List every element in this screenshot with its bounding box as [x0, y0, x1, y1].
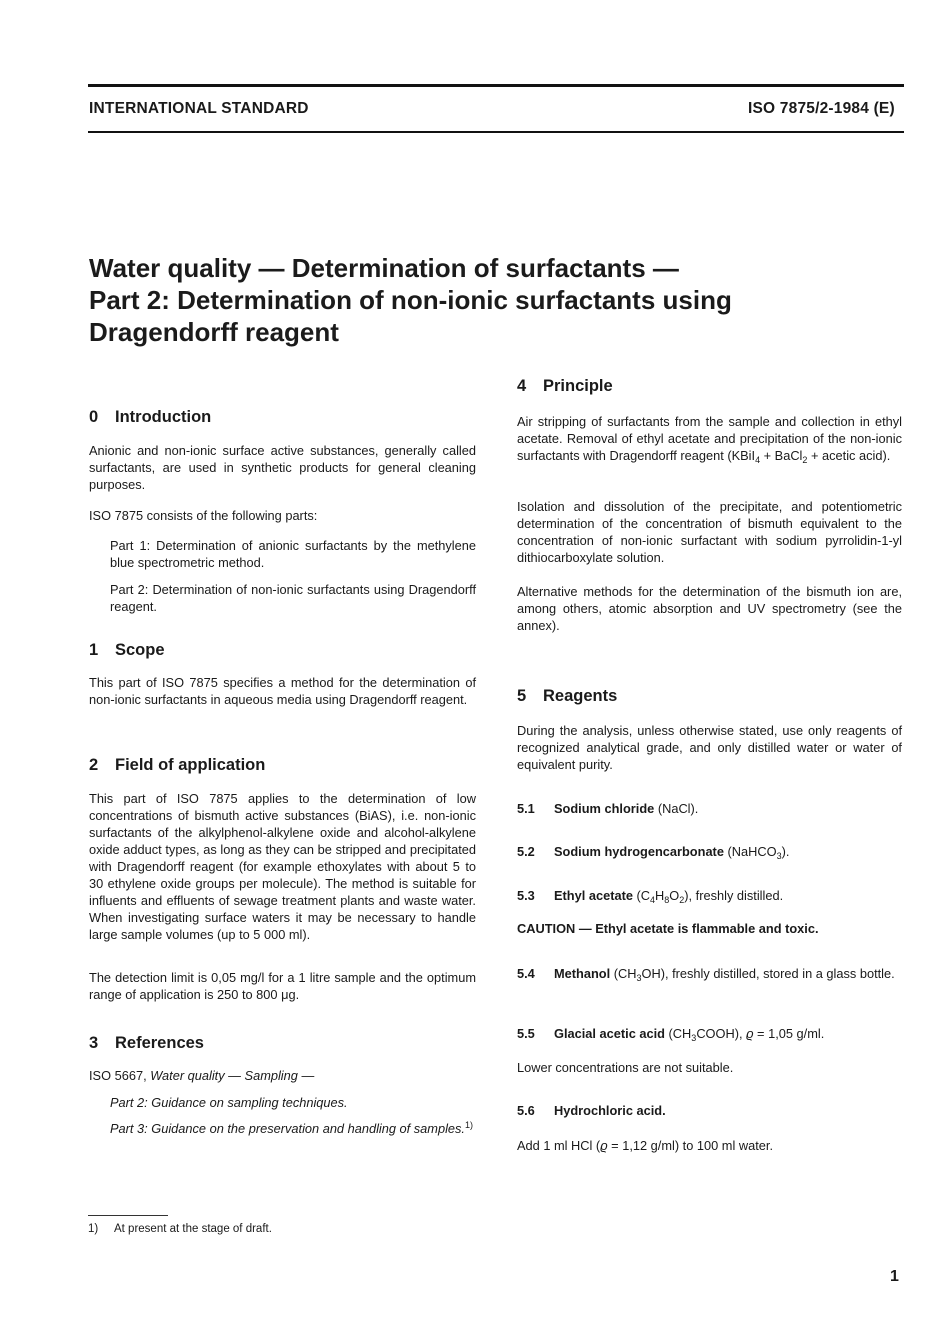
density-symbol: ϱ — [600, 1138, 608, 1153]
principle-text: + BaCl — [760, 448, 803, 463]
reagent-formula: ), freshly distilled. — [684, 888, 784, 903]
intro-part-2-item: Part 2: Determination of non-ionic surfactants using Dragendorff reagent. — [110, 582, 476, 614]
section-title: Reagents — [543, 687, 618, 705]
reagent-formula: (C — [632, 888, 651, 903]
footnote-text: At present at the stage of draft. — [114, 1223, 272, 1235]
principle-paragraph-2: Isolation and dissolution of the precipitate, and potentiometric determination of the concentration of bismuth equivalent to the concentration of non-ionic surfactant with sodium pyrrolidin-1-yl dithiocarboxylate solution. — [517, 499, 902, 565]
subscript: 2 — [802, 455, 808, 465]
title-line-2: Part 2: Determination of non-ionic surfactants using — [89, 285, 732, 315]
reagent-name: Sodium hydrogencarbonate — [554, 844, 724, 859]
reference-part-3-text: Part 3: Guidance on the preservation and handling of samples. — [110, 1121, 465, 1136]
reagents-paragraph: During the analysis, unless otherwise stated, use only reagents of recognized analytical grade, and only distilled water or water of equivalent purity. — [517, 723, 902, 772]
section-title: Principle — [543, 377, 613, 395]
principle-text: Air stripping of surfactants from the sample and collection in ethyl acetate. Removal of ethyl acetate and precipitation of the non-ionic surfactants with Dragendorff reagent (KBiI — [517, 414, 902, 463]
reagent-density: = 1,05 g/ml. — [753, 1026, 825, 1041]
title-line-1: Water quality — Determination of surfactants — — [89, 253, 679, 283]
section-heading-reagents — [517, 687, 617, 706]
reagent-formula: O — [669, 888, 680, 903]
header-bottom-rule — [88, 131, 904, 133]
reagent-number: 5.2 — [517, 844, 535, 859]
page-number: 1 — [890, 1268, 899, 1285]
reagent-number: 5.1 — [517, 801, 535, 816]
section-number: 3 — [89, 1034, 99, 1052]
reagent-formula: (NaCl). — [654, 801, 699, 816]
reagent-formula: (CH — [664, 1026, 692, 1041]
section-title: Field of application — [115, 756, 266, 774]
section-heading-field-of-application — [89, 756, 265, 775]
reagent-formula: COOH), — [696, 1026, 747, 1041]
reference-title: Water quality — Sampling — — [150, 1068, 315, 1083]
reagent-5-6-note — [517, 1137, 773, 1154]
section-title: Introduction — [115, 408, 212, 426]
subscript: 3 — [776, 851, 782, 861]
reagent-number: 5.6 — [517, 1103, 535, 1118]
reagent-formula: H — [655, 888, 665, 903]
reference-part-3 — [110, 1120, 476, 1137]
reagent-5-5-note: Lower concentrations are not suitable. — [517, 1060, 734, 1075]
field-paragraph-2: The detection limit is 0,05 mg/l for a 1 litre sample and the optimum range of application is 250 to 800 μg. — [89, 970, 476, 1002]
document-title — [89, 252, 889, 348]
reagent-formula: OH), freshly distilled, stored in a glass bottle. — [641, 966, 895, 981]
footnote-marker: 1) — [464, 1120, 473, 1130]
subscript: 4 — [650, 895, 656, 905]
section-heading-scope — [89, 641, 165, 660]
reference-main — [89, 1067, 476, 1084]
section-title: References — [115, 1034, 204, 1052]
reagent-5-4 — [517, 965, 902, 982]
reagent-name: Methanol — [554, 966, 611, 981]
reagent-5-6 — [517, 1102, 666, 1119]
note-text: = 1,12 g/ml) to 100 ml water. — [607, 1138, 773, 1153]
scope-paragraph: This part of ISO 7875 specifies a method for the determination of non-ionic surfactants in aqueous media using Dragendorff reagent. — [89, 675, 476, 707]
density-symbol: ϱ — [746, 1026, 754, 1041]
reference-number: ISO 5667, — [89, 1068, 151, 1083]
subscript: 2 — [679, 895, 685, 905]
intro-paragraph-1: Anionic and non-ionic surface active substances, generally called surfactants, are used in synthetic products for general cleaning purposes. — [89, 443, 476, 492]
reagent-5-5 — [517, 1025, 824, 1042]
reagent-5-3 — [517, 887, 783, 904]
section-number: 2 — [89, 756, 99, 774]
subscript: 8 — [664, 895, 670, 905]
section-heading-references — [89, 1034, 204, 1053]
reagent-name: Glacial acetic acid — [554, 1026, 665, 1041]
section-number: 4 — [517, 377, 527, 395]
section-number: 0 — [89, 408, 99, 426]
subscript: 3 — [636, 973, 642, 983]
reagent-number: 5.4 — [517, 966, 535, 981]
reagent-5-2 — [517, 843, 789, 860]
standard-number: ISO 7875/2-1984 (E) — [748, 100, 895, 117]
reagent-formula: (NaHCO — [723, 844, 777, 859]
reagent-name: Sodium chloride — [554, 801, 655, 816]
subscript: 4 — [755, 455, 761, 465]
reagent-number: 5.3 — [517, 888, 535, 903]
footnote-mark: 1) — [88, 1223, 99, 1235]
footnote — [88, 1223, 272, 1235]
section-heading-principle — [517, 377, 613, 396]
title-line-3: Dragendorff reagent — [89, 317, 339, 347]
intro-paragraph-2: ISO 7875 consists of the following parts: — [89, 508, 318, 523]
reagent-name: Ethyl acetate — [554, 888, 633, 903]
footnote-rule — [88, 1215, 168, 1216]
section-title: Scope — [115, 641, 165, 659]
section-number: 5 — [517, 687, 527, 705]
subscript: 3 — [691, 1033, 697, 1043]
section-heading-introduction — [89, 408, 211, 427]
section-number: 1 — [89, 641, 99, 659]
header-top-rule — [88, 84, 904, 87]
intro-part-1-item: Part 1: Determination of anionic surfactants by the methylene blue spectrometric method. — [110, 538, 476, 570]
reference-part-2: Part 2: Guidance on sampling techniques. — [110, 1095, 348, 1110]
reagent-5-1 — [517, 800, 698, 817]
reagent-name: Hydrochloric acid. — [554, 1103, 666, 1118]
reagent-formula: ). — [781, 844, 790, 859]
principle-paragraph-3: Alternative methods for the determination of the bismuth ion are, among others, atomic absorption and UV spectrometry (see the annex). — [517, 584, 902, 633]
caution-notice: CAUTION — Ethyl acetate is flammable and toxic. — [517, 921, 819, 936]
standard-type-label: INTERNATIONAL STANDARD — [89, 100, 309, 117]
note-text: Add 1 ml HCl ( — [517, 1138, 601, 1153]
principle-paragraph-1 — [517, 413, 902, 464]
reagent-number: 5.5 — [517, 1026, 535, 1041]
field-paragraph-1: This part of ISO 7875 applies to the determination of low concentrations of bismuth active substances (BiAS), i.e. non-ionic surfactants of the alkylphenol-alkylene oxide and alcohol-alkylene oxide adduct types, as long as they can be stripped and precipitated with Dragendorff reagent (for example ethoxylates with about 5 to 30 ethylene oxide groups per molecule). The method is suitable for influents and effluents of sewage treatment plants and waste water. When investigating surface waters it may be necessary to handle large sample volumes (up to 5 000 ml). — [89, 791, 476, 942]
principle-text: + acetic acid). — [807, 448, 891, 463]
reagent-formula: (CH — [610, 966, 637, 981]
